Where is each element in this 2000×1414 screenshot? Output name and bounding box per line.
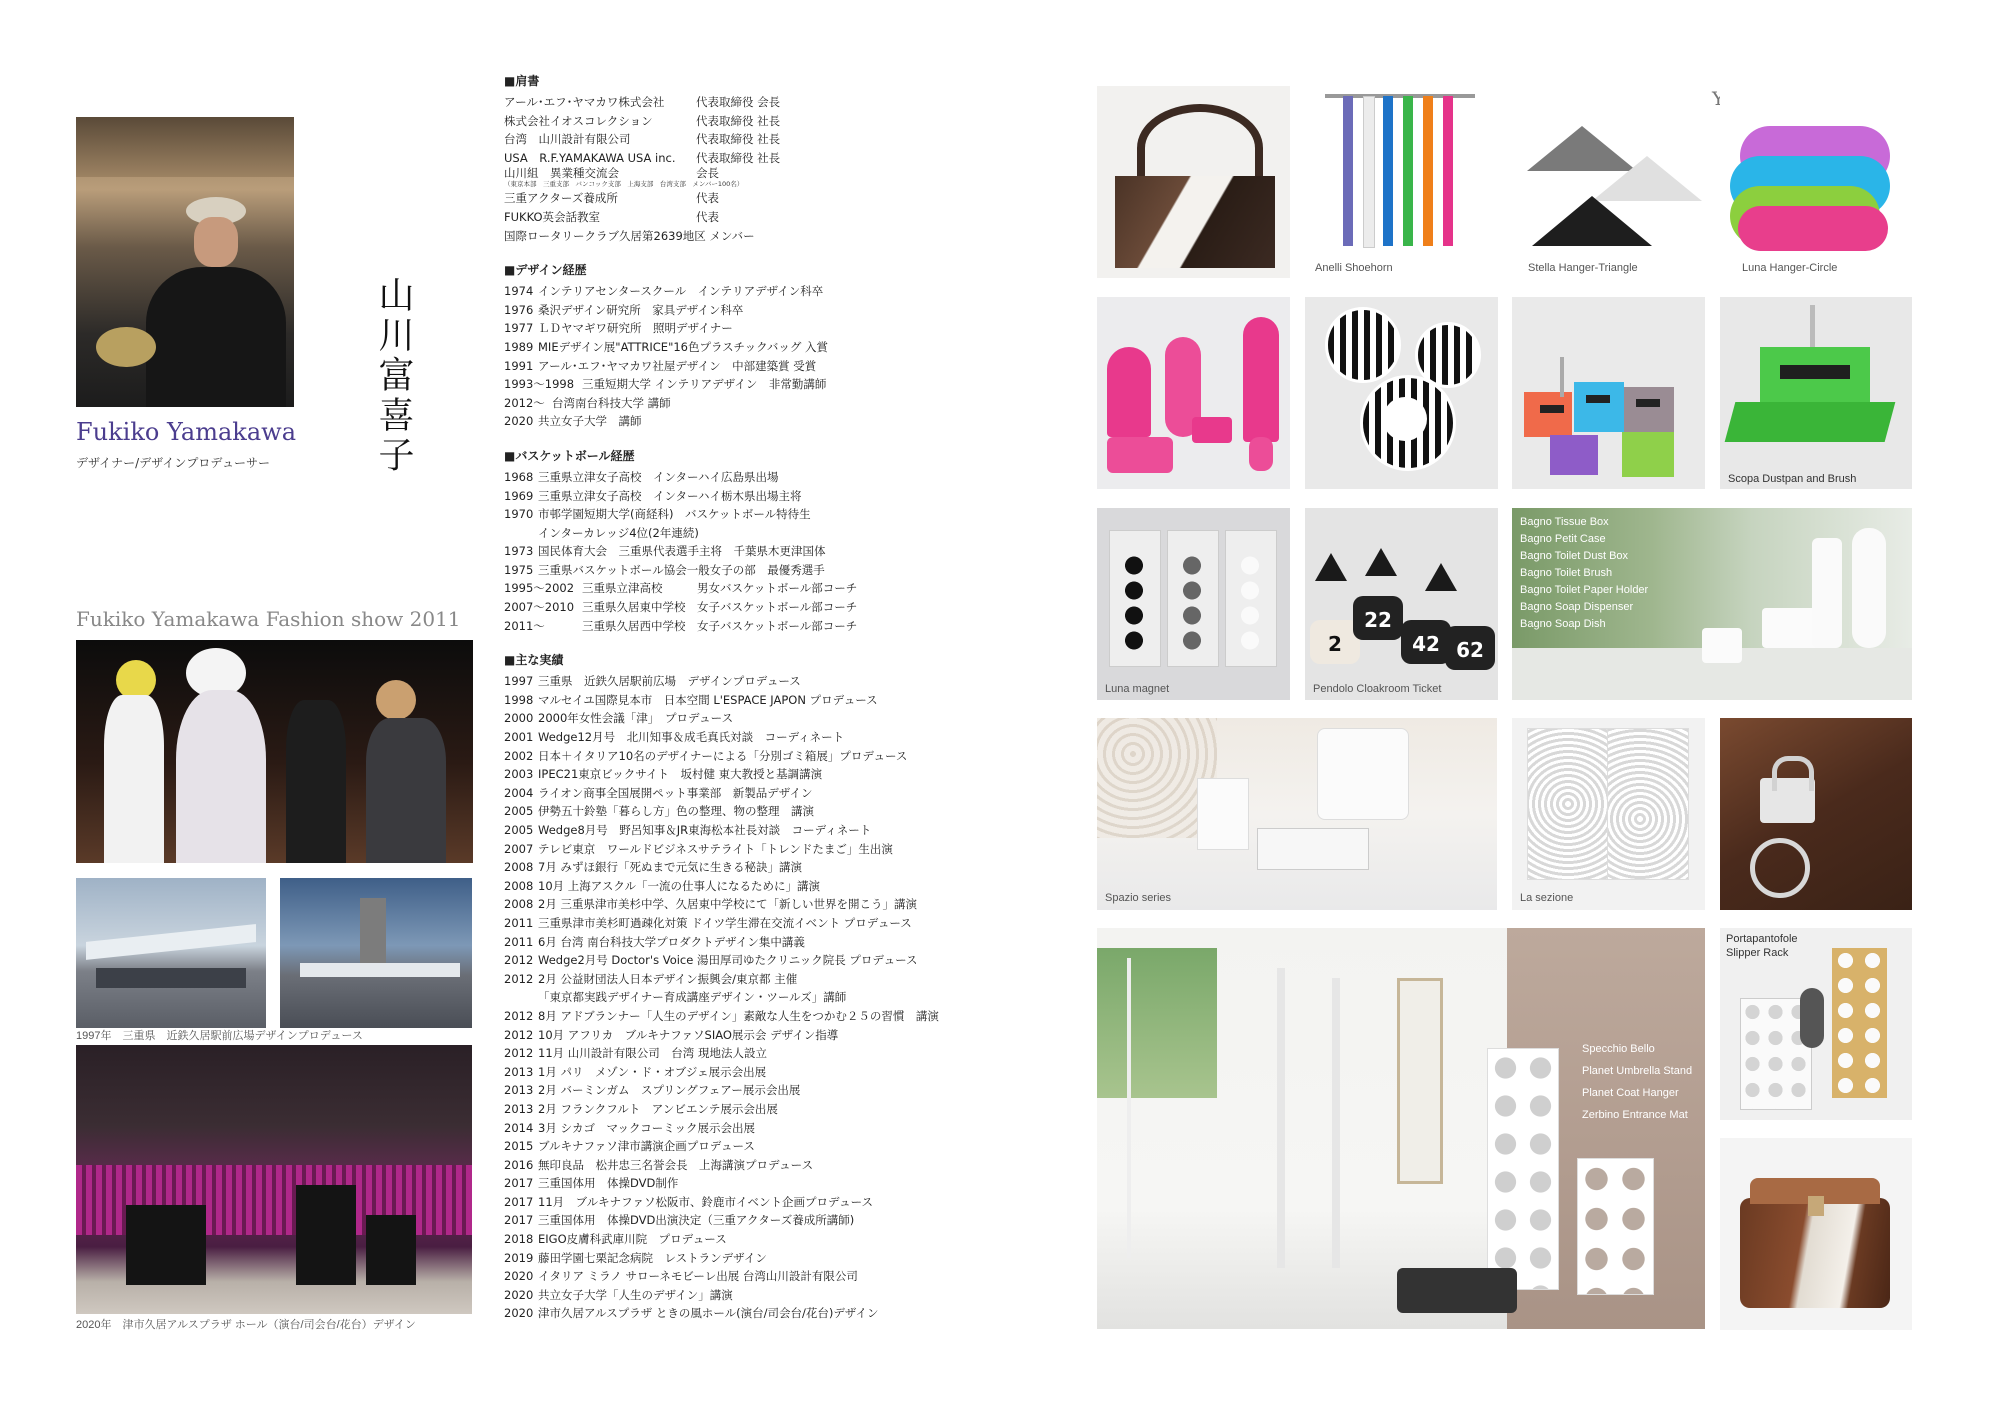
entry-text: 無印良品 松井忠三名誉会長 上海講演プロデュース: [538, 1157, 814, 1172]
hall-photo: [76, 1045, 472, 1314]
design-section: [504, 261, 1024, 431]
bagno-item: Bagno Toilet Paper Holder: [1520, 584, 1649, 596]
year: 2000: [504, 711, 534, 726]
achievement-row: [504, 672, 1024, 691]
year: 2018: [504, 1232, 534, 1247]
year: 2011: [504, 934, 534, 949]
achievements-list: [504, 672, 1024, 1323]
achievement-row: [504, 1174, 1024, 1193]
padlock-bag-photo: [1720, 718, 1912, 910]
year: 2005: [504, 823, 534, 837]
luna-hanger-photo: [1720, 86, 1912, 278]
year: 2004: [504, 785, 534, 800]
achievement-row: [504, 933, 1024, 952]
pendolo-ticket-photo: [1305, 508, 1498, 700]
basketball-section: [504, 447, 1024, 635]
entry-text: 「東京都実践デザイナー育成講座デザイン・ツールズ」講師: [538, 990, 847, 1005]
slipper-rack-photo: [1720, 928, 1912, 1120]
achievement-row: [504, 970, 1024, 989]
year: 2008: [504, 878, 534, 893]
year: 2007: [504, 841, 534, 856]
achievement-row: [504, 784, 1024, 803]
year: 2011: [504, 915, 534, 930]
entry-text: EIGO皮膚科武庫川院 プロデュース: [538, 1232, 727, 1247]
achievement-row: [504, 728, 1024, 747]
year: 2002: [504, 748, 534, 763]
sezione-photo: [1512, 718, 1705, 910]
year: 2012: [504, 953, 534, 968]
year: 2015: [504, 1139, 534, 1154]
entry-text: 三重県久居東中学校 女子バスケットボール部コーチ: [582, 600, 858, 615]
hall-caption: 2020年 津市久居アルスプラザ ホール（演台/司会台/花台）デザイン: [76, 1319, 416, 1331]
achievement-row: [504, 1044, 1024, 1063]
entry-text: 7月 みずほ銀行「死ぬまで元気に生きる秘訣」講演: [538, 860, 802, 875]
year: 1995～2002: [504, 581, 575, 596]
leather-bag-photo: [1097, 86, 1290, 278]
year: 2007～2010: [504, 600, 575, 615]
title-org: アール･エフ･ヤマカワ株式会社: [504, 95, 665, 109]
achievement-row: [504, 1211, 1024, 1230]
year: 2019: [504, 1250, 534, 1265]
entry-text: 三重県津市美杉町過疎化対策 ドイツ学生滞在交流イベント プロデュース: [538, 915, 912, 930]
entry-text: 台湾南台科技大学 講師: [552, 395, 671, 410]
entry-text: 共立女子大学 講師: [538, 414, 642, 429]
achievement-row: [504, 1230, 1024, 1249]
entry-text: 伊勢五十鈴塾「暮らし方」色の整理、物の整理 講演: [538, 804, 814, 819]
entry-text: 藤田学園七栗記念病院 レストランデザイン: [538, 1250, 767, 1265]
achievement-row: [504, 1119, 1024, 1138]
room-item: Zerbino Entrance Mat: [1582, 1109, 1688, 1121]
titles-heading: ■肩書: [504, 74, 540, 88]
achievement-row: [504, 1100, 1024, 1119]
year: 2016: [504, 1157, 534, 1172]
shoehorn-caption: Anelli Shoehorn: [1315, 262, 1393, 274]
ticket-number: 42: [1401, 620, 1451, 664]
entry-text: 三重短期大学 インテリアデザイン 非常勤講師: [582, 377, 827, 392]
station-caption: 1997年 三重県 近鉄久居駅前広場デザインプロデュース: [76, 1030, 363, 1042]
year: 2020: [504, 1287, 534, 1302]
achievement-row: [504, 691, 1024, 710]
bagno-item: Bagno Tissue Box: [1520, 516, 1609, 528]
room-item: Planet Umbrella Stand: [1582, 1065, 1693, 1077]
year: 2005: [504, 804, 534, 819]
year: 2008: [504, 897, 534, 912]
title-org: 株式会社イオスコレクション: [504, 113, 653, 128]
entry-text: 2月 フランクフルト アンビエンテ展示会出展: [538, 1101, 778, 1116]
bagno-photo: [1512, 508, 1912, 700]
achievement-row: [504, 858, 1024, 877]
titles-section: [504, 72, 1024, 245]
luna-magnet-photo: [1097, 508, 1290, 700]
entry-text: ブルキナファソ津市講演企画プロデュース: [538, 1139, 755, 1154]
slipper-line: Slipper Rack: [1726, 947, 1789, 959]
year: 1970: [504, 507, 534, 522]
entry-text: インテリアセンタースクール インテリアデザイン科卒: [538, 284, 824, 299]
entry-text: 1月 パリ メゾン・ド・オブジェ展示会出展: [538, 1064, 767, 1079]
title-org: 国際ロータリークラブ久居第2639地区 メンバー: [504, 228, 755, 243]
station-photo-2: [280, 878, 472, 1028]
year: 2020: [504, 1306, 534, 1321]
achievement-row: [504, 895, 1024, 914]
room-item: Specchio Bello: [1582, 1043, 1655, 1055]
achievement-row: [504, 840, 1024, 859]
entry-text: 津市久居アルスプラザ ときの風ホール(演台/司会台/花台)デザイン: [538, 1306, 879, 1321]
achievements-section: [504, 651, 1024, 1323]
achievement-row: [504, 1193, 1024, 1212]
year: 2014: [504, 1120, 534, 1135]
entry-text: 三重県立津高校 男女バスケットボール部コーチ: [582, 581, 858, 596]
pendolo-caption: Pendolo Cloakroom Ticket: [1313, 683, 1442, 695]
year: 2012: [504, 1008, 534, 1023]
achievement-row: [504, 821, 1024, 840]
title-role: 代表取締役 社長: [696, 150, 781, 165]
entry-text: 11月 山川設計有限公司 台湾 現地法人設立: [538, 1046, 767, 1061]
year: 1974: [504, 284, 534, 299]
year: 2012: [504, 971, 534, 986]
spazio-photo: [1097, 718, 1497, 910]
stella-hanger-photo: [1512, 86, 1705, 278]
portrait-photo: [76, 117, 294, 407]
entry-text: 8月 アドブランナー「人生のデザイン」素敵な人生をつかむ２５の習慣 講演: [538, 1008, 939, 1023]
year: 1997: [504, 674, 534, 689]
ticket-number: 2: [1310, 620, 1360, 664]
year: 1969: [504, 488, 534, 503]
year: 1993～1998: [504, 377, 575, 392]
entry-text: 三重県久居西中学校 女子バスケットボール部コーチ: [582, 618, 858, 633]
entrance-room-photo: [1097, 928, 1705, 1329]
shoehorn-photo: [1305, 86, 1498, 278]
bagno-item: Bagno Toilet Brush: [1520, 567, 1613, 579]
fashion-show-title: Fukiko Yamakawa Fashion show 2011: [76, 607, 461, 631]
year: 2020: [504, 1269, 534, 1284]
year: 2017: [504, 1176, 534, 1191]
achievement-row: [504, 1081, 1024, 1100]
basketball-heading: ■バスケットボール経歴: [504, 448, 635, 463]
entry-text: 2月 バーミンガム スプリングフェアー展示会出展: [538, 1083, 801, 1098]
achievements-heading: ■主な実績: [504, 653, 564, 668]
entry-text: 三重県 近鉄久居駅前広場 デザインプロデュース: [538, 674, 801, 689]
achievement-row: [504, 951, 1024, 970]
title-role: 代表: [696, 191, 719, 206]
year: 2020: [504, 414, 534, 429]
year: 2001: [504, 730, 534, 745]
year: 2008: [504, 860, 534, 875]
entry-text: 三重国体用 体操DVD出演決定（三重アクターズ養成所講師): [538, 1213, 855, 1228]
title-role: 代表取締役 社長: [696, 132, 781, 147]
bagno-item: Bagno Toilet Dust Box: [1520, 550, 1629, 562]
year: 1977: [504, 321, 534, 336]
year: 2017: [504, 1194, 534, 1209]
title-org: FUKKO英会話教室: [504, 209, 601, 224]
entry-text: ＬＤヤマギワ研究所 照明デザイナー: [538, 321, 733, 336]
achievement-row: [504, 1007, 1024, 1026]
year: 1973: [504, 544, 534, 559]
title-org: 三重アクターズ養成所: [504, 191, 618, 206]
title-role: 代表取締役 社長: [696, 113, 781, 128]
year: 1975: [504, 562, 534, 577]
title-org: 台湾 山川設計有限公司: [504, 132, 631, 147]
entry-text: 三重県立津女子高校 インターハイ広島県出場: [538, 469, 779, 484]
bagno-item: Bagno Soap Dish: [1520, 618, 1606, 630]
title-role: 代表: [696, 209, 719, 224]
title-role: 会長: [696, 166, 719, 181]
profile-name-jp: 山川富喜子: [373, 276, 414, 476]
room-item: Planet Coat Hanger: [1582, 1087, 1679, 1099]
luna-hanger-caption: Luna Hanger-Circle: [1742, 262, 1838, 274]
biography: [504, 72, 1024, 1339]
scopa-dustpan-photo: [1720, 297, 1912, 489]
achievement-row: [504, 747, 1024, 766]
design-heading: ■デザイン経歴: [504, 263, 587, 278]
achievement-row: [504, 1026, 1024, 1045]
entry-text: MIEデザイン展"ATTRICE"16色プラスチックバッグ 入賞: [538, 339, 829, 354]
entry-text: Wedge8月号 野呂知事＆JR東海松本社長対談 コーディネート: [538, 823, 872, 837]
entry-text: 国民体育大会 三重県代表選手主将 千葉県木更津国体: [538, 544, 826, 559]
achievement-row: [504, 988, 1024, 1007]
year: 1989: [504, 339, 534, 354]
entry-text: マルセイユ国際見本市 日本空間 L'ESPACE JAPON プロデュース: [538, 692, 878, 707]
bagno-item: Bagno Soap Dispenser: [1520, 601, 1634, 613]
stella-caption: Stella Hanger-Triangle: [1528, 262, 1638, 274]
year: 2013: [504, 1064, 534, 1079]
bagno-item: Bagno Petit Case: [1520, 533, 1606, 545]
achievement-row: [504, 1304, 1024, 1323]
achievement-row: [504, 709, 1024, 728]
year: 2012: [504, 1046, 534, 1061]
dustpan-colors-photo: [1512, 297, 1705, 489]
achievement-row: [504, 765, 1024, 784]
year: 1976: [504, 302, 534, 317]
station-photo-1: [76, 878, 266, 1028]
slipper-line: Portapantofole: [1726, 933, 1798, 945]
profile-role: デザイナー/デザインプロデューサー: [76, 456, 271, 470]
entry-text: IPEC21東京ビックサイト 坂村健 東大教授と基調講演: [538, 767, 823, 782]
entry-text: 10月 上海アスクル「一流の仕事人になるために」講演: [538, 878, 820, 893]
entry-text: Wedge12月号 北川知事＆成毛真氏対談 コーディネート: [538, 730, 845, 745]
year: 1968: [504, 469, 534, 484]
year: 2003: [504, 767, 534, 782]
entry-text: 6月 台湾 南台科技大学プロダクトデザイン集中講義: [538, 934, 805, 949]
year: 2011～: [504, 618, 545, 633]
year: 2012: [504, 1027, 534, 1042]
entry-text: アール･エフ･ヤマカワ社屋デザイン 中部建築賞 受賞: [538, 358, 817, 373]
year: 2012～: [504, 395, 545, 410]
entry-text: 共立女子大学「人生のデザイン」講演: [538, 1287, 733, 1302]
entry-text: イタリア ミラノ サローネモビーレ出展 台湾山川設計有限公司: [538, 1269, 858, 1284]
achievement-row: [504, 1063, 1024, 1082]
title-role: 代表取締役 会長: [696, 95, 781, 109]
entry-text: 三重国体用 体操DVD制作: [538, 1176, 679, 1191]
zebra-tableware-photo: [1305, 297, 1498, 489]
achievement-row: [504, 1249, 1024, 1268]
cowhide-bag-photo: [1720, 1138, 1912, 1330]
achievement-row: [504, 914, 1024, 933]
entry-text: テレビ東京 ワールドビジネスサテライト「トレンドたまご」生出演: [538, 841, 893, 856]
entry-text: 11月 ブルキナファソ松阪市、鈴鹿市イベント企画プロデュース: [538, 1194, 874, 1209]
spazio-caption: Spazio series: [1105, 892, 1172, 904]
entry-text: 日本＋イタリア10名のデザイナーによる「分別ゴミ箱展」プロデュース: [538, 748, 908, 763]
title-org: 山川組 異業種交流会: [504, 166, 619, 181]
entry-text: 10月 アフリカ ブルキナファソSIAO展示会 デザイン指導: [538, 1027, 839, 1042]
year: 2013: [504, 1101, 534, 1116]
entry-text: 市邨学園短期大学(商経科) バスケットボール特待生: [538, 507, 811, 522]
achievement-row: [504, 1267, 1024, 1286]
entry-text: 3月 シカゴ マックコーミック展示会出展: [538, 1120, 756, 1135]
sezione-caption: La sezione: [1520, 892, 1574, 904]
title-org: USA R.F.YAMAKAWA USA inc.: [504, 150, 676, 165]
room-caption: [1582, 1038, 1692, 1126]
slipper-caption: [1726, 932, 1798, 960]
achievement-row: [504, 802, 1024, 821]
entry-text: 三重県バスケットボール協会一般女子の部 最優秀選手: [538, 562, 825, 577]
entry-text: 2000年女性会議「津」 プロデュース: [538, 711, 734, 726]
entry-text: ライオン商事全国展開ペット事業部 新製品デザイン: [538, 785, 813, 800]
entry-text: Wedge2月号 Doctor's Voice 湯田厚司ゆたクリニック院長 プロデュース: [538, 953, 918, 968]
scopa-caption: Scopa Dustpan and Brush: [1728, 473, 1857, 485]
profile-name: Fukiko Yamakawa: [76, 418, 297, 446]
entry-text: インターカレッジ4位(2年連続): [538, 525, 699, 540]
ticket-number: 22: [1353, 596, 1403, 640]
fashion-show-photo: [76, 640, 473, 863]
ticket-number: 62: [1445, 626, 1495, 670]
entry-text: 桑沢デザイン研究所 家具デザイン科卒: [538, 302, 744, 317]
bagno-caption: [1520, 514, 1648, 633]
entry-text: 2月 三重県津市美杉中学、久居東中学校にて「新しい世界を開こう」講演: [538, 897, 917, 912]
year: 1998: [504, 692, 534, 707]
achievement-row: [504, 1286, 1024, 1305]
achievement-row: [504, 1156, 1024, 1175]
year: 2013: [504, 1083, 534, 1098]
entry-text: 2月 公益財団法人日本デザイン振興会/東京都 主催: [538, 971, 798, 986]
entry-text: 三重県立津女子高校 インターハイ栃木県出場主将: [538, 488, 802, 503]
titles-note: （東京本部 三重支部 バンコック支部 上海支部 台湾支部 メンバー100名）: [504, 180, 744, 189]
achievement-row: [504, 877, 1024, 896]
luna-magnet-caption: Luna magnet: [1105, 683, 1170, 695]
pink-bath-set-photo: [1097, 297, 1290, 489]
achievement-row: [504, 1137, 1024, 1156]
year: 2017: [504, 1213, 534, 1228]
year: 1991: [504, 358, 534, 373]
